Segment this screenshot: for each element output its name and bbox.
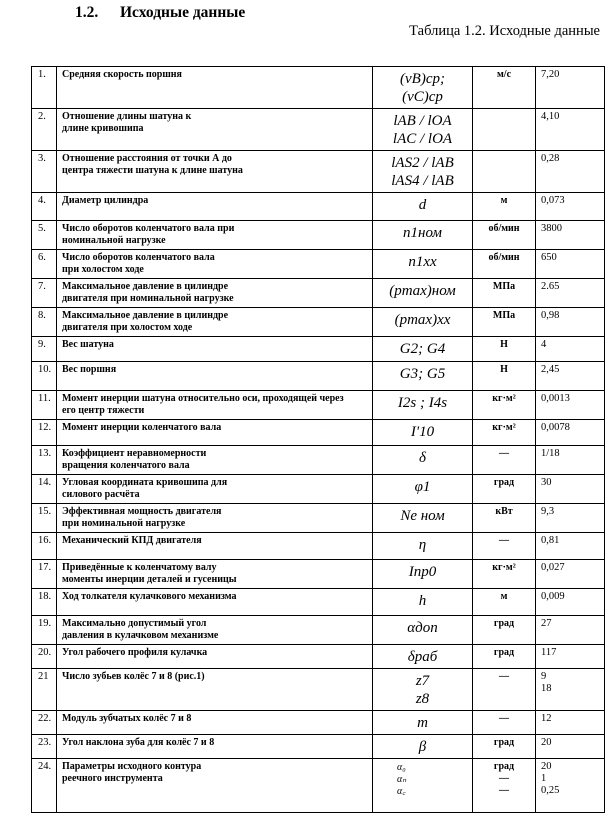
parameter-value-line: 1/18: [541, 448, 560, 459]
row-number: 24.: [32, 759, 57, 813]
parameter-symbol-line: G2; G4: [399, 341, 446, 357]
parameter-unit: —: [473, 711, 536, 735]
parameter-symbol-line: n1ном: [403, 225, 442, 241]
table-row: [32, 616, 605, 645]
parameter-name: Угол рабочего профиля кулачка: [57, 645, 373, 669]
parameter-symbol: [373, 759, 473, 813]
table-row: [32, 337, 605, 362]
parameter-name: Приведённые к коленчатому валу моменты инерции деталей и гусеницы: [57, 560, 373, 589]
table-row: [32, 221, 605, 250]
parameter-value-line: 7,20: [541, 69, 560, 80]
parameter-value-line: 0,25: [541, 785, 560, 796]
row-number: 11.: [32, 391, 57, 420]
parameter-symbol: [373, 67, 473, 109]
parameter-unit: м/с: [473, 67, 536, 109]
parameter-value-line: 0,009: [541, 591, 565, 602]
parameter-symbol: [373, 504, 473, 533]
parameter-symbol-line: lAC / lOA: [392, 131, 453, 147]
row-number: 4.: [32, 193, 57, 221]
row-number: 14.: [32, 475, 57, 504]
parameter-value-line: 0,0078: [541, 422, 570, 433]
parameter-unit: кВт: [473, 504, 536, 533]
parameter-symbol-line: n1хх: [408, 254, 437, 270]
table-row: [32, 759, 605, 813]
parameter-symbol-line: Nе ном: [400, 508, 445, 524]
parameter-value-line: 12: [541, 713, 552, 724]
parameter-name: Момент инерции шатуна относительно оси, проходящей через его центр тяжести: [57, 391, 373, 420]
parameter-name: Механический КПД двигателя: [57, 533, 373, 560]
parameter-unit: кг·м²: [473, 420, 536, 446]
parameter-symbol: [373, 109, 473, 151]
table-row: [32, 669, 605, 711]
parameter-symbol-line: lAS2 / lAB: [391, 155, 454, 171]
parameter-value: [536, 67, 605, 109]
parameter-symbol-line: (vB)ср; (vC)ср: [400, 71, 445, 105]
parameter-value: [536, 475, 605, 504]
parameter-value-line: 2.65: [541, 281, 560, 292]
parameter-value: [536, 669, 605, 711]
parameter-value-line: 0,28: [541, 153, 560, 164]
parameter-symbol-line: d: [418, 197, 427, 213]
table-row: [32, 151, 605, 193]
parameter-value: [536, 109, 605, 151]
parameter-symbol-line: αₙ: [397, 774, 407, 785]
parameter-symbol: [373, 279, 473, 308]
parameter-unit: [473, 109, 536, 151]
row-number: 22.: [32, 711, 57, 735]
parameter-symbol-line: αдоп: [407, 620, 438, 636]
parameter-symbol: [373, 711, 473, 735]
parameter-symbol-line: lAS4 / lAB: [391, 173, 454, 189]
parameter-value: [536, 446, 605, 475]
row-number: 12.: [32, 420, 57, 446]
row-number: 17.: [32, 560, 57, 589]
parameter-unit: —: [473, 669, 536, 711]
parameter-value-line: 0,027: [541, 562, 565, 573]
row-number: 10.: [32, 362, 57, 391]
table-row: [32, 109, 605, 151]
row-number: 13.: [32, 446, 57, 475]
parameter-value-line: 0,81: [541, 535, 560, 546]
parameter-unit: —: [473, 533, 536, 560]
parameter-value-line: 3800: [541, 223, 562, 234]
parameter-symbol: [373, 589, 473, 616]
parameter-value-line: 4,10: [541, 111, 560, 122]
table-row: [32, 362, 605, 391]
parameter-unit: град: [473, 475, 536, 504]
table-row: [32, 533, 605, 560]
table-row: [32, 589, 605, 616]
parameter-value: [536, 193, 605, 221]
parameter-unit: град: [473, 616, 536, 645]
parameter-symbol-line: I'10: [410, 424, 435, 440]
parameter-value-line: 117: [541, 647, 557, 658]
table-row: [32, 475, 605, 504]
table-row: [32, 279, 605, 308]
parameter-unit: об/мин: [473, 221, 536, 250]
parameter-name: Число оборотов коленчатого вала при холостом ходе: [57, 250, 373, 279]
parameter-value-line: 20: [541, 737, 552, 748]
parameter-value: [536, 337, 605, 362]
parameter-symbol-line: β: [418, 739, 427, 755]
parameter-value: [536, 151, 605, 193]
parameter-symbol: [373, 735, 473, 759]
parameter-value: [536, 279, 605, 308]
parameter-symbol: [373, 446, 473, 475]
parameter-value: [536, 250, 605, 279]
table-row: [32, 446, 605, 475]
parameter-unit: кг·м²: [473, 391, 536, 420]
parameter-symbol: [373, 221, 473, 250]
parameter-value: [536, 711, 605, 735]
parameter-name: Ход толкателя кулачкового механизма: [57, 589, 373, 616]
table-row: [32, 308, 605, 337]
parameter-symbol-line: G3; G5: [399, 366, 446, 382]
parameter-symbol-line: α₀: [397, 762, 406, 773]
table-row: [32, 193, 605, 221]
parameter-name: Максимальное давление в цилиндре двигателя при холостом ходе: [57, 308, 373, 337]
parameter-unit: град: [473, 645, 536, 669]
parameter-name: Вес поршня: [57, 362, 373, 391]
parameter-value-line: 20: [541, 761, 552, 772]
parameter-name: Угол наклона зуба для колёс 7 и 8: [57, 735, 373, 759]
parameter-value-line: 0,0013: [541, 393, 570, 404]
row-number: 21: [32, 669, 57, 711]
parameter-symbol: [373, 250, 473, 279]
parameter-symbol-line: (pmax)хх: [394, 312, 451, 328]
parameter-unit: м: [473, 589, 536, 616]
row-number: 16.: [32, 533, 57, 560]
parameter-unit: об/мин: [473, 250, 536, 279]
parameter-symbol-line: z7: [415, 673, 430, 689]
parameter-value: [536, 362, 605, 391]
parameter-value: [536, 616, 605, 645]
parameter-symbol: [373, 193, 473, 221]
table-row: [32, 67, 605, 109]
parameter-value-line: 650: [541, 252, 557, 263]
parameter-symbol: [373, 308, 473, 337]
table-row: [32, 391, 605, 420]
row-number: 19.: [32, 616, 57, 645]
row-number: 20.: [32, 645, 57, 669]
table-row: [32, 420, 605, 446]
parameter-value-line: 0,073: [541, 195, 565, 206]
parameter-value: [536, 759, 605, 813]
parameter-symbol: [373, 645, 473, 669]
parameter-symbol: [373, 560, 473, 589]
parameter-symbol: [373, 669, 473, 711]
row-number: 8.: [32, 308, 57, 337]
parameter-symbol: [373, 337, 473, 362]
parameter-symbol-line: Iпр0: [408, 564, 437, 580]
table-row: [32, 645, 605, 669]
parameter-name: Отношение расстояния от точки А до центра тяжести шатуна к длине шатуна: [57, 151, 373, 193]
table-row: [32, 560, 605, 589]
parameter-symbol-line: δраб: [407, 649, 438, 665]
parameter-symbol-line: lAB / lOA: [393, 113, 452, 129]
parameter-value: [536, 533, 605, 560]
table-caption: Таблица 1.2. Исходные данные: [409, 23, 600, 39]
source-data-table: [31, 66, 605, 813]
parameter-symbol-line: h: [418, 593, 427, 609]
parameter-value-line: 1: [541, 773, 547, 784]
parameter-value: [536, 589, 605, 616]
parameter-name: Вес шатуна: [57, 337, 373, 362]
parameter-name: Число оборотов коленчатого вала при номинальной нагрузке: [57, 221, 373, 250]
parameter-unit: Н: [473, 337, 536, 362]
parameter-name: Число зубьев колёс 7 и 8 (рис.1): [57, 669, 373, 711]
parameter-name: Максимально допустимый угол давления в кулачковом механизме: [57, 616, 373, 645]
parameter-name: Максимальное давление в цилиндре двигателя при номинальной нагрузке: [57, 279, 373, 308]
section-heading: 1.2. Исходные данные: [75, 4, 246, 21]
parameter-value-line: 2,45: [541, 364, 560, 375]
parameter-symbol: [373, 151, 473, 193]
parameter-name: Отношение длины шатуна к длине кривошипа: [57, 109, 373, 151]
parameter-name: Эффективная мощность двигателя при номинальной нагрузке: [57, 504, 373, 533]
parameter-unit: [473, 151, 536, 193]
parameter-symbol-line: (pmax)ном: [389, 283, 456, 299]
parameter-name: Диаметр цилиндра: [57, 193, 373, 221]
parameter-value: [536, 420, 605, 446]
row-number: 7.: [32, 279, 57, 308]
parameter-value-line: 9: [541, 671, 547, 682]
parameter-symbol-line: m: [417, 715, 428, 731]
parameter-unit: кг·м²: [473, 560, 536, 589]
parameter-unit: —: [473, 446, 536, 475]
parameter-symbol-line: φ1: [414, 479, 431, 495]
parameter-name: Средняя скорость поршня: [57, 67, 373, 109]
row-number: 1.: [32, 67, 57, 109]
parameter-unit: МПа: [473, 308, 536, 337]
parameter-symbol: [373, 362, 473, 391]
parameter-symbol-line: z8: [415, 691, 430, 707]
parameter-value-line: 4: [541, 339, 547, 350]
parameter-value-line: 0,98: [541, 310, 560, 321]
parameter-symbol: [373, 533, 473, 560]
parameter-symbol-line: α꜀: [397, 786, 406, 797]
parameter-unit: град: [473, 735, 536, 759]
row-number: 23.: [32, 735, 57, 759]
parameter-symbol: [373, 616, 473, 645]
parameter-name: Модуль зубчатых колёс 7 и 8: [57, 711, 373, 735]
parameter-value: [536, 560, 605, 589]
parameter-unit: Н: [473, 362, 536, 391]
parameter-unit: МПа: [473, 279, 536, 308]
parameter-symbol: [373, 391, 473, 420]
row-number: 15.: [32, 504, 57, 533]
parameter-symbol-line: δ: [419, 450, 426, 466]
table-row: [32, 735, 605, 759]
row-number: 9.: [32, 337, 57, 362]
parameter-value-line: 30: [541, 477, 552, 488]
parameter-value: [536, 308, 605, 337]
parameter-value-line: 27: [541, 618, 552, 629]
parameter-value: [536, 504, 605, 533]
parameter-name: Угловая координата кривошипа для силового расчёта: [57, 475, 373, 504]
row-number: 18.: [32, 589, 57, 616]
parameter-name: Коэффициент неравномерности вращения коленчатого вала: [57, 446, 373, 475]
parameter-value: [536, 221, 605, 250]
row-number: 2.: [32, 109, 57, 151]
table-row: [32, 250, 605, 279]
parameter-value: [536, 735, 605, 759]
parameter-value-line: 9,3: [541, 506, 555, 517]
parameter-value-line: 18: [541, 683, 552, 694]
parameter-value: [536, 391, 605, 420]
table-row: [32, 504, 605, 533]
parameter-name: Параметры исходного контура реечного инструмента: [57, 759, 373, 813]
parameter-symbol: [373, 420, 473, 446]
parameter-value: [536, 645, 605, 669]
parameter-unit: град — —: [473, 759, 536, 813]
row-number: 3.: [32, 151, 57, 193]
parameter-symbol: [373, 475, 473, 504]
table-row: [32, 711, 605, 735]
row-number: 6.: [32, 250, 57, 279]
parameter-symbol-line: η: [418, 537, 427, 553]
row-number: 5.: [32, 221, 57, 250]
parameter-symbol-line: I2s ; I4s: [397, 395, 448, 411]
parameter-name: Момент инерции коленчатого вала: [57, 420, 373, 446]
parameter-unit: м: [473, 193, 536, 221]
